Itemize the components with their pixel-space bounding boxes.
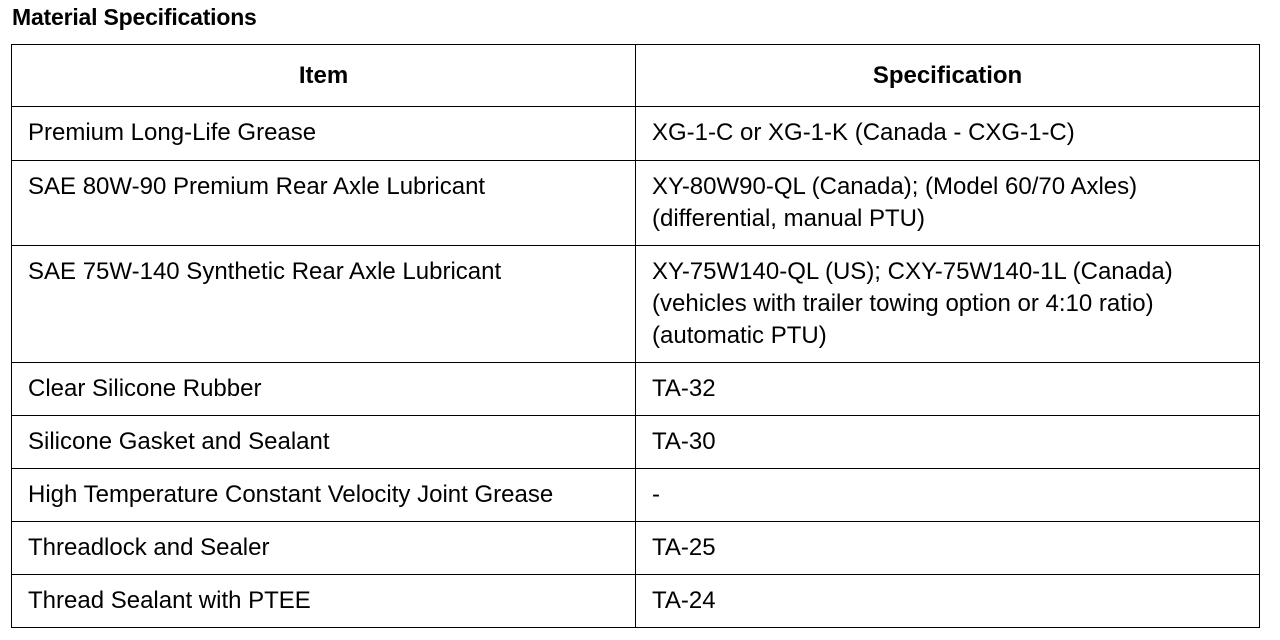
specification-cell: XY-75W140-QL (US); CXY-75W140-1L (Canada) (vehicles with trailer towing option or 4:10 ratio) (automatic PTU) — [636, 246, 1260, 363]
table-row — [12, 363, 1260, 416]
table-row — [12, 575, 1260, 628]
page-title: Material Specifications — [12, 4, 257, 30]
item-cell: SAE 80W-90 Premium Rear Axle Lubricant — [12, 161, 636, 246]
item-cell: Thread Sealant with PTEE — [12, 575, 636, 628]
table-row — [12, 246, 1260, 363]
item-cell: Silicone Gasket and Sealant — [12, 416, 636, 469]
column-header-item: Item — [12, 45, 636, 107]
specification-cell: TA-25 — [636, 522, 1260, 575]
table-row — [12, 416, 1260, 469]
item-cell: Threadlock and Sealer — [12, 522, 636, 575]
specification-cell: TA-30 — [636, 416, 1260, 469]
table-row — [12, 161, 1260, 246]
material-specifications-table — [11, 44, 1260, 628]
specification-cell: XG-1-C or XG-1-K (Canada - CXG-1-C) — [636, 107, 1260, 161]
table-row — [12, 107, 1260, 161]
item-cell: Clear Silicone Rubber — [12, 363, 636, 416]
table-header-row — [12, 45, 1260, 107]
specification-cell: - — [636, 469, 1260, 522]
item-cell: Premium Long-Life Grease — [12, 107, 636, 161]
table-row — [12, 469, 1260, 522]
specification-cell: XY-80W90-QL (Canada); (Model 60/70 Axles) (differential, manual PTU) — [636, 161, 1260, 246]
specification-cell: TA-24 — [636, 575, 1260, 628]
item-cell: High Temperature Constant Velocity Joint Grease — [12, 469, 636, 522]
specification-cell: TA-32 — [636, 363, 1260, 416]
table-row — [12, 522, 1260, 575]
item-cell: SAE 75W-140 Synthetic Rear Axle Lubricant — [12, 246, 636, 363]
column-header-specification: Specification — [636, 45, 1260, 107]
